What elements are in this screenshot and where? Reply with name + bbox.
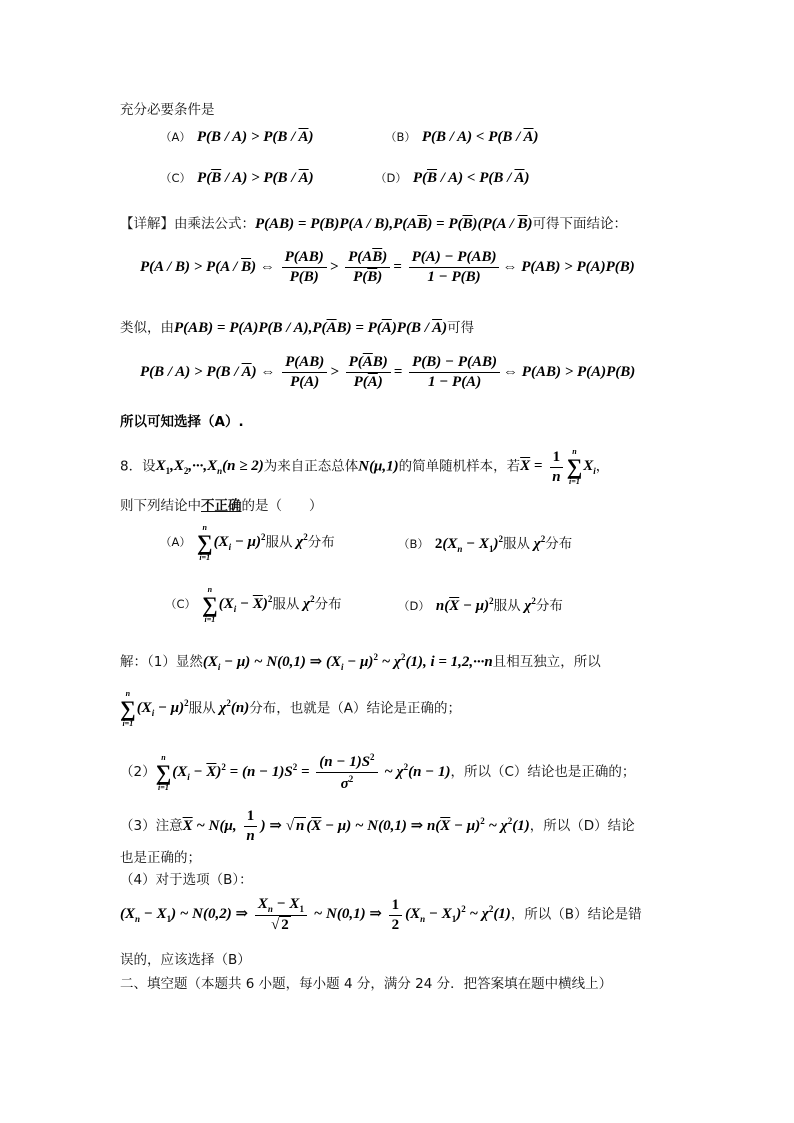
similar-formula-c: )P(B / [391, 320, 433, 336]
eq2-frac1-den: P(A) [290, 374, 320, 390]
solution-step-4: $(X_n - X_1)$ ~ N(0,2) ⇒ $\frac{X_n - X_1}{√ 2}$ ~ N(0,1) ⇒ $\frac{1}{2}$ $(X_n - X_1)^2$ ~ $\chi^2(1)$，所以（B）结论是错 [120, 896, 642, 933]
similar-formula-d: ) [442, 320, 448, 336]
solution-step-4-head: （4）对于选项（B）： [120, 872, 253, 888]
eq1-frac3-num: P(A) − P(AB) [409, 249, 500, 268]
s1-line2-tail: 分布，也就是（A）结论是正确的； [249, 700, 461, 717]
option-c-pre: P( [197, 170, 212, 186]
option-d-bar1: $\overline{B}$ [427, 170, 438, 186]
q8-text-d: ， [595, 458, 610, 475]
option-c-bar2: $\overline{A}$ [298, 170, 309, 186]
detail-formula-b: ) = P( [427, 216, 463, 232]
s1-obey: 服从 [188, 700, 216, 717]
q8-dist-word-c: 分布 [314, 596, 342, 613]
option-a-formula: P(B / A) > P(B / [196, 129, 299, 145]
q8-option-d-label: （D） [398, 599, 430, 613]
eq2-frac1 [282, 354, 327, 391]
p7-option-c: （C） $P(\overline{B} / A) > P(B / \overline{A})$ [160, 170, 314, 186]
option-a-label: （A） [160, 130, 191, 144]
solution-step-3: （3）注意$\overline{X}$ ~ N(μ, $\frac{1}{n}$ ) ⇒ √ n $(\overline{X} - \mu)$ ~ N(0,1) ⇒ $n(\overline{X} - \mu)^2$ ~ $\chi^2(1)$，所以（D）结论 [120, 808, 635, 844]
solution-step-4-line2: 误的，应该选择（B） [120, 952, 251, 968]
option-b-bar: $\overline{A}$ [523, 129, 534, 145]
p7-equation-1: $P(A / B) > P(A / \overline{B})$ ⇔ $\frac{P(AB)}{P(B)}$ > $\frac{P(A\overline{B})}{P(\overline{B})}$ = $\frac{P(A) - P(AB)}{1 - P(B)}$ ⇔ P(AB) > P(A)P(B) [140, 249, 635, 285]
similar-bar3: $\overline{A}$ [432, 320, 443, 336]
eq2-left: P(B / A) > P(B / [140, 363, 242, 380]
detail-formula-c: )(P(A / [472, 216, 518, 232]
detail-formula-d: ) [527, 216, 533, 232]
eq2-right: P(AB) > P(A)P(B) [521, 363, 636, 380]
q8-line2-a: 则下列结论中 [120, 498, 201, 514]
eq1-left-bar: $\overline{B}$ [241, 258, 252, 275]
eq1-frac2-num: P(A [348, 249, 373, 265]
q8-obey-b: 服从 [503, 536, 531, 552]
eq1-frac2-den: P( [353, 269, 368, 285]
q8-stem-line2 [120, 494, 323, 514]
p7-equation-2: $P(B / A) > P(B / \overline{A})$ ⇔ $\frac{P(AB)}{P(A)}$ > $\frac{P(\overline{A}B)}{P(\overline{A})}$ = $\frac{P(B) - P(AB)}{1 - P(A)}$ ⇔ P(AB) > P(A)P(B) [140, 354, 636, 390]
solution-step-2: （2） n ∑ i=1 $(X_i - \overline{X})^2 = (n - 1)S^2$ = $\frac{(n - 1)S^2}{\sigma^2}$ ~ $\chi^2(n - 1)$，所以（C）结论也是正确的； [120, 752, 636, 792]
eq2-frac2: $\frac{P(\overline{A}B)}{P(\overline{A})}$ [346, 354, 391, 391]
eq2-frac2-num: B) [372, 354, 388, 370]
q8-option-c: （C） n ∑ i=1 $(X_i - \overline{X})^2$服从 $\chi^2$分布 [165, 585, 342, 624]
q8-option-b-label: （B） [398, 537, 429, 551]
q8-text-c: 的简单随机样本，若 [398, 458, 521, 475]
option-d-pre: P( [412, 170, 428, 186]
option-a-bar: $\overline{A}$ [298, 129, 309, 145]
eq1-left: P(A / B) > P(A / [140, 258, 242, 275]
option-c-label: （C） [160, 171, 192, 185]
similar-formula [174, 320, 447, 336]
s2-tail: ，所以（C）结论也是正确的； [450, 763, 636, 780]
eq2-frac3-num: P(B) − P(AB) [409, 354, 500, 373]
p7-intro: 充分必要条件是 [120, 102, 215, 118]
solution-step-1-line2: n ∑ i=1 $(X_i - \mu)^2$服从 $\chi^2(n)$分布，也就是（A）结论是正确的； [120, 689, 461, 728]
s3-tail: ，所以（D）结论 [529, 817, 635, 834]
s2-head: （2） [120, 763, 156, 780]
eq1-frac2-den-bar: $\overline{B}$ [367, 269, 378, 285]
option-b-formula: P(B / A) < P(B / [421, 129, 524, 145]
q8-stem-line1 [120, 448, 609, 486]
detail-head: 【详解】由乘法公式： [120, 216, 255, 232]
similar-head: 类似，由 [120, 320, 174, 336]
s1-tail: 且相互独立，所以 [492, 654, 601, 670]
q8-population-dist: N(μ,1) [358, 458, 399, 475]
solution-step-1: 解：（1）显然$(X_i - \mu)$ ~ N(0,1) ⇒ $(X_i - \mu)^2$ ~ $\chi^2(1)$, i = 1,2,···n且相互独立，所以 [120, 652, 601, 672]
option-c-mid: / A) > P(B / [221, 170, 299, 186]
p7-detail-line [120, 212, 627, 233]
q8-option-a-label: （A） [160, 535, 191, 550]
q8-obey-a: 服从 [265, 534, 293, 551]
similar-formula-a: P(AB) = P(A)P(B / A),P( [174, 320, 327, 336]
eq2-frac1-num: P(AB) [282, 354, 327, 373]
q8-option-b: （B） $2(X_n - X_1)^2$服从 $\chi^2$分布 [398, 534, 573, 554]
detail-formula-a: P(AB) = P(B)P(A / B),P(A [255, 216, 418, 232]
q8-dist-word-b: 分布 [545, 536, 573, 552]
eq2-left-bar: $\overline{A}$ [241, 363, 252, 380]
option-d-label: （D） [375, 171, 407, 185]
q8-option-d: （D） $n(\overline{X} - \mu)^2$服从 $\chi^2$分布 [398, 596, 563, 614]
detail-formula-bar: $\overline{B}$ [417, 216, 428, 232]
eq2-frac3 [409, 354, 500, 391]
eq1-frac1 [282, 249, 327, 286]
q8-obey-d: 服从 [493, 598, 521, 614]
q8-text-b: 为来自正态总体 [263, 458, 359, 475]
p7-conclusion: 所以可知选择（A）. [120, 414, 244, 430]
q8-obey-c: 服从 [272, 596, 300, 613]
s1-head: 解：（1）显然 [120, 654, 203, 670]
detail-formula [255, 216, 533, 232]
option-b-label: （B） [385, 130, 416, 144]
eq1-frac2-num-bar: $\overline{B}$ [372, 249, 383, 265]
eq2-frac2-num-bar: $\overline{A}$ [362, 354, 373, 370]
eq1-right: P(AB) > P(A)P(B) [521, 258, 635, 275]
p7-option-b: （B） $P(B / A) < P(B / \overline{A})$ [385, 129, 539, 145]
option-c-bar1: $\overline{B}$ [211, 170, 222, 186]
similar-tail: 可得 [447, 320, 475, 336]
section-2-title: 二、填空题（本题共 6 小题，每小题 4 分，满分 24 分．把答案填在题中横线上） [120, 976, 613, 992]
q8-option-a: （A） n ∑ i=1 $(X_i - \mu)^2$服从 $\chi^2$分布 [160, 523, 335, 562]
p7-similar-line [120, 316, 474, 337]
eq2-frac2-den-bar: $\overline{A}$ [367, 374, 378, 390]
p7-option-d: （D） $P(\overline{B} / A) < P(B / \overline{A})$ [375, 170, 530, 186]
similar-bar2: $\overline{A}$ [381, 320, 392, 336]
detail-tail: 可得下面结论： [532, 216, 628, 232]
q8-sample-vars: $X_1,X_2,\cdot\cdot\cdot,X_n(n \ge 2)$ [155, 458, 264, 477]
eq1-frac3-den: 1 − P(B) [427, 269, 481, 285]
s3-head: （3）注意 [120, 817, 183, 834]
option-d-bar2: $\overline{A}$ [514, 170, 525, 186]
detail-formula-bar3: $\overline{B}$ [517, 216, 528, 232]
q8-option-c-label: （C） [165, 597, 197, 612]
eq1-frac1-den: P(B) [289, 269, 319, 285]
p7-option-a: （A） $P(B / A) > P(B / \overline{A})$ [160, 129, 314, 145]
solution-step-3-line2: 也是正确的； [120, 850, 201, 866]
eq1-frac3 [409, 249, 500, 286]
option-d-mid: / A) < P(B / [437, 170, 515, 186]
eq1-frac1-num: P(AB) [282, 249, 327, 268]
detail-formula-bar2: $\overline{B}$ [462, 216, 473, 232]
q8-emphasis: 不正确 [201, 498, 242, 514]
q8-sample-mean: $\overline{X}$ = $\frac{1}{n}$ n ∑ i=1 $X_i$ [520, 447, 596, 486]
similar-bar1: $\overline{A}$ [326, 320, 337, 336]
s4-tail: ，所以（B）结论是错 [510, 906, 642, 923]
similar-formula-b: B) = P( [336, 320, 382, 336]
q8-dist-word-a: 分布 [307, 534, 335, 551]
q8-dist-word-d: 分布 [535, 598, 563, 614]
q8-number: 8．设 [120, 458, 156, 475]
eq1-frac2: $\frac{P(A\overline{B})}{P(\overline{B})}$ [345, 249, 390, 286]
q8-line2-b: 的是（ ） [241, 498, 323, 514]
eq2-frac3-den: 1 − P(A) [427, 374, 482, 390]
